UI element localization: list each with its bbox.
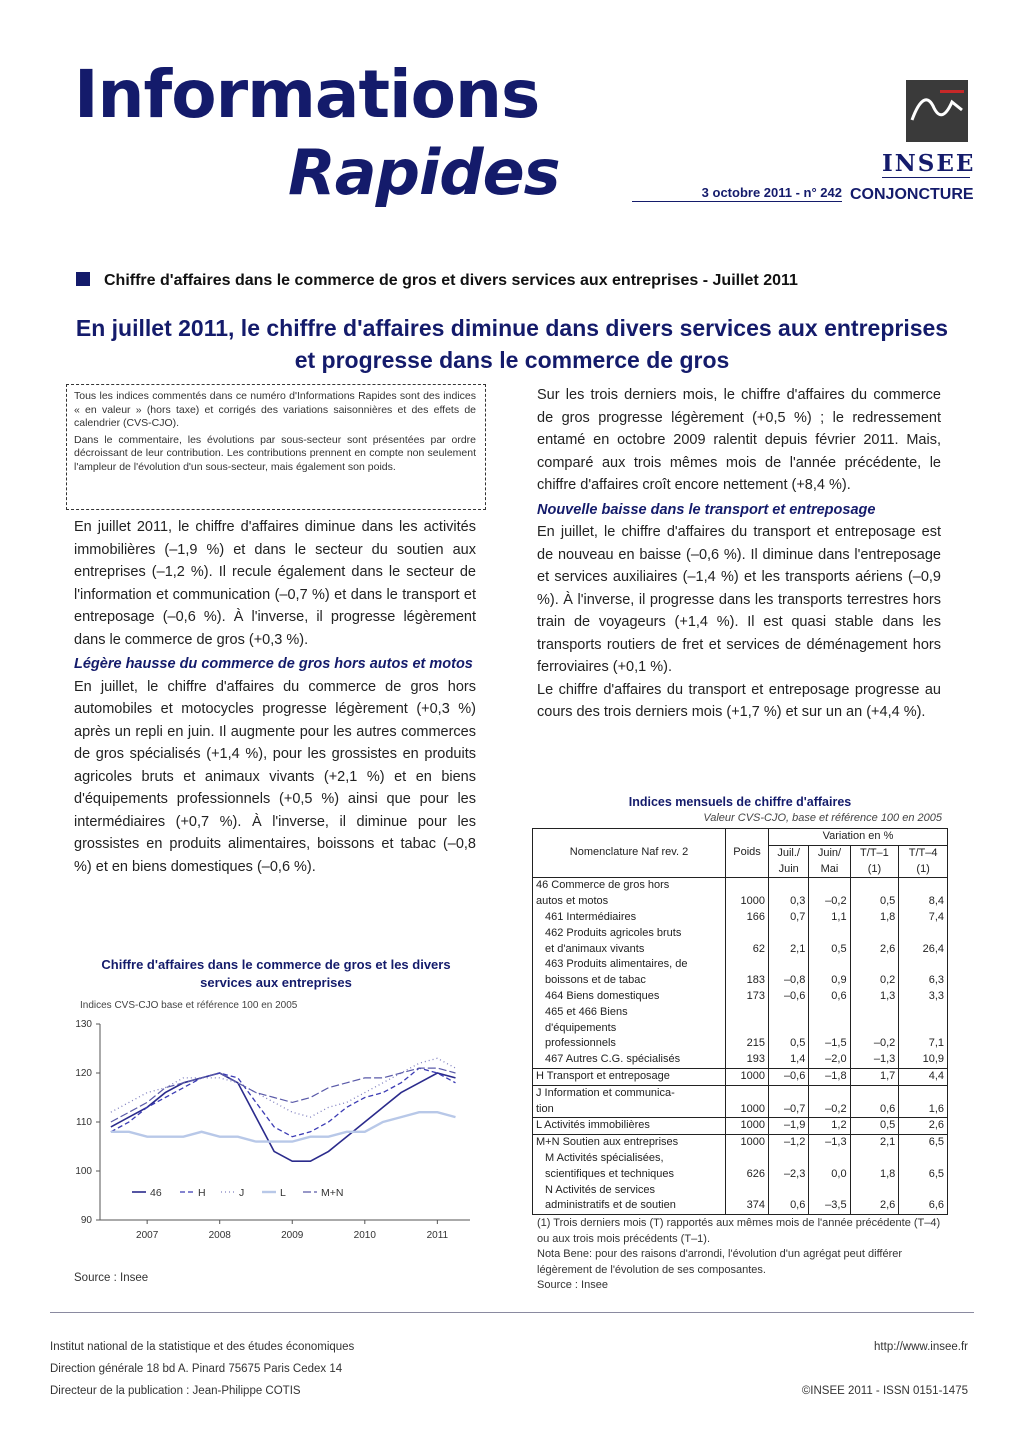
row-label-line: 462 Produits agricoles bruts — [545, 926, 682, 939]
header-text: Juin/ — [817, 846, 842, 859]
cell-juin-mai: –2,0 — [809, 1052, 850, 1068]
left-column — [74, 516, 476, 878]
methodology-paragraph: Tous les indices commentés dans ce numéro d'Informations Rapides sont des indices « en valeur » (hors taxe) et corrigés des variations saisonnières et des effets de calendrier (CVS-CJO). — [74, 390, 476, 429]
col-header-poids: Poids — [726, 829, 769, 878]
cell-poids: 173 — [726, 989, 769, 1005]
chart-source: Source : Insee — [74, 1272, 149, 1284]
cell-t-t1: 2,6 — [850, 1183, 899, 1215]
cell-t-t1: 2,1 — [850, 1135, 899, 1151]
row-label — [533, 957, 726, 989]
table-row — [533, 878, 948, 910]
header-text: Juil./ — [777, 846, 800, 859]
cell-juil-juin: –1,2 — [769, 1135, 809, 1151]
row-label — [533, 1183, 726, 1215]
footer-address: Direction générale 18 bd A. Pinard 75675 Paris Cedex 14 — [50, 1363, 343, 1375]
legend-label: 46 — [150, 1187, 162, 1199]
row-label-line: tion — [536, 1102, 554, 1115]
cell-poids: 1000 — [726, 878, 769, 910]
table-row — [533, 1183, 948, 1215]
cell-t-t1: 2,6 — [850, 926, 899, 958]
chart-note: Indices CVS-CJO base et référence 100 en 2005 — [80, 1000, 298, 1011]
row-label-line: 46 Commerce de gros hors — [536, 879, 670, 892]
cell-t-t1: –1,3 — [850, 1052, 899, 1068]
section-label: CONJONCTURE — [850, 186, 974, 203]
table-row — [533, 1151, 948, 1183]
row-label — [533, 1151, 726, 1183]
row-label — [533, 910, 726, 926]
row-label-line: professionnels — [545, 1037, 616, 1050]
cell-poids: 1000 — [726, 1118, 769, 1135]
publisher-divider — [882, 177, 970, 178]
row-label-line: scientifiques et techniques — [545, 1167, 675, 1180]
cell-juil-juin: 0,6 — [769, 1183, 809, 1215]
cell-juil-juin: –1,9 — [769, 1118, 809, 1135]
legend-label: J — [239, 1187, 245, 1199]
row-label-line: J Information et communica- — [536, 1086, 675, 1099]
row-label — [533, 1005, 726, 1052]
table-row — [533, 1005, 948, 1052]
row-label-line: 467 Autres C.G. spécialisés — [545, 1053, 681, 1066]
table-footnotes — [537, 1216, 947, 1294]
cell-juil-juin: 2,1 — [769, 926, 809, 958]
cell-poids: 1000 — [726, 1085, 769, 1118]
footer-url-link[interactable]: http://www.insee.fr — [874, 1341, 968, 1353]
row-label-line: M Activités spécialisées, — [545, 1151, 664, 1164]
cell-juin-mai: –1,5 — [809, 1005, 850, 1052]
line-chart — [70, 1014, 480, 1254]
table-row — [533, 910, 948, 926]
cell-t-t4: 3,3 — [899, 989, 948, 1005]
cell-t-t4: 7,1 — [899, 1005, 948, 1052]
left-paragraph-1: En juillet 2011, le chiffre d'affaires diminue dans les activités immobilières (–1,9 %) et dans le secteur du soutien aux entreprises (–1,2 %). Il recule également dans le secteur de l'information et communication (–0,7 %) et dans le transport et entreposage (–0,6 %). À l'inverse, il progresse légèrement dans le commerce de gros (+0,3 %). — [74, 519, 476, 648]
col-header-nomenclature: Nomenclature Naf rev. 2 — [533, 829, 726, 878]
table-row — [533, 926, 948, 958]
cell-t-t4: 6,3 — [899, 957, 948, 989]
cell-t-t1: 0,6 — [850, 1085, 899, 1118]
row-label — [533, 878, 726, 910]
right-paragraph-2: En juillet, le chiffre d'affaires du transport et entreposage est de nouveau en baisse (–0,6 %). Il diminue dans l'entreposage et services auxiliaires (–1,4 %) et les transports aériens (–0,9 %). À l'inverse, il progresse dans les transports terrestres hors train de voyageurs (+1,4 %). Il est quasi stable dans les transports routiers de fret et services de déménagement hors ferroviaires (+0,1 %). — [537, 524, 941, 675]
x-tick-label: 2007 — [136, 1230, 159, 1241]
table-row — [533, 1068, 948, 1085]
header-text: T/T–4 — [908, 846, 938, 859]
series-line-l — [111, 1112, 456, 1141]
cell-poids: 183 — [726, 957, 769, 989]
subject-bullet-icon — [76, 272, 90, 286]
row-label — [533, 989, 726, 1005]
right-column — [537, 384, 941, 724]
row-label-line: M+N Soutien aux entreprises — [536, 1136, 679, 1149]
header-text: Mai — [820, 862, 839, 875]
cell-poids: 1000 — [726, 1068, 769, 1085]
table-title: Indices mensuels de chiffre d'affaires — [628, 795, 852, 809]
right-paragraph-3: Le chiffre d'affaires du transport et entreposage progresse au cours des trois derniers mois (+1,7 %) et sur un an (+4,4 %). — [537, 681, 941, 720]
methodology-text — [74, 390, 476, 477]
cell-t-t1: –0,2 — [850, 1005, 899, 1052]
legend-label: H — [198, 1187, 206, 1199]
indices-table — [532, 828, 948, 1215]
row-label-line: N Activités de services — [545, 1183, 656, 1196]
row-label-line: et d'animaux vivants — [545, 942, 645, 955]
left-subheading: Légère hausse du commerce de gros hors autos et motos — [74, 656, 473, 672]
legend-label: M+N — [321, 1187, 344, 1199]
cell-poids: 62 — [726, 926, 769, 958]
col-header-t-t1 — [850, 845, 899, 878]
cell-t-t4: 6,6 — [899, 1183, 948, 1215]
row-label-line: 465 et 466 Biens — [545, 1005, 628, 1018]
cell-juil-juin: 0,5 — [769, 1005, 809, 1052]
cell-t-t1: 1,8 — [850, 910, 899, 926]
table-row — [533, 1085, 948, 1118]
series-line-h — [111, 1068, 456, 1137]
row-label — [533, 1118, 726, 1135]
table-row — [533, 1118, 948, 1135]
cell-juil-juin: 0,7 — [769, 910, 809, 926]
left-paragraph-2: En juillet, le chiffre d'affaires du commerce de gros hors automobiles et motocycles progresse légèrement (+0,3 %) après un repli en juin. Il augmente pour les autres commerces de gros spécialisés (+1,4 %), pour les grossistes en produits agricoles bruts et animaux vivants (+2,1 %) et en biens d'équipements professionnels (+0,5 %) ainsi que pour les intermédiaires (+0,7 %). À l'inverse, il diminue pour les grossistes en produits alimentaires, boissons et tabac (–0,8 %) et en biens domestiques (–0,6 %). — [74, 678, 476, 875]
cell-juil-juin: –0,7 — [769, 1085, 809, 1118]
masthead-subtitle: Rapides — [288, 136, 560, 209]
cell-t-t1: 0,5 — [850, 878, 899, 910]
right-subheading: Nouvelle baisse dans le transport et entreposage — [537, 501, 876, 518]
y-tick-label: 130 — [75, 1019, 92, 1030]
cell-t-t4: 10,9 — [899, 1052, 948, 1068]
issue-dateline: 3 octobre 2011 - n° 242 — [632, 185, 842, 202]
cell-t-t1: 1,7 — [850, 1068, 899, 1085]
cell-juil-juin: 1,4 — [769, 1052, 809, 1068]
cell-poids: 166 — [726, 910, 769, 926]
y-tick-label: 110 — [76, 1117, 92, 1128]
series-line-j — [111, 1058, 456, 1117]
header-text: T/T–1 — [860, 846, 889, 859]
table-row — [533, 957, 948, 989]
cell-juil-juin: –0,6 — [769, 989, 809, 1005]
cell-juin-mai: 1,1 — [809, 910, 850, 926]
cell-juin-mai: 0,6 — [809, 989, 850, 1005]
masthead-title: Informations — [74, 56, 540, 133]
cell-t-t4: 26,4 — [899, 926, 948, 958]
row-label-line: L Activités immobilières — [536, 1119, 650, 1132]
right-paragraph-1: Sur les trois derniers mois, le chiffre d'affaires du commerce de gros progresse légèrement (+0,5 %) ; le redressement entamé en octobre 2009 ralentit depuis février 2011. Mais, comparé aux trois mêmes mois de l'année précédente, le chiffre d'affaires croît encore nettement (+8,4 %). — [537, 387, 941, 493]
cell-t-t1: 0,2 — [850, 957, 899, 989]
table-row — [533, 989, 948, 1005]
row-label — [533, 926, 726, 958]
col-header-variation: Variation en % — [769, 829, 948, 846]
footer-divider — [50, 1312, 974, 1313]
x-tick-label: 2008 — [208, 1230, 231, 1241]
cell-juin-mai: 1,2 — [809, 1118, 850, 1135]
y-tick-label: 100 — [75, 1166, 92, 1177]
row-label — [533, 1135, 726, 1151]
table-subtitle: Valeur CVS-CJO, base et référence 100 en 2005 — [703, 812, 942, 824]
footnote: Nota Bene: pour des raisons d'arrondi, l'évolution d'un agrégat peut différer légèrement de l'évolution de ses composantes. — [537, 1248, 903, 1276]
cell-t-t4: 6,5 — [899, 1135, 948, 1151]
row-label-line: boissons et de tabac — [545, 974, 646, 987]
row-label — [533, 1052, 726, 1068]
row-label-line: H Transport et entreposage — [536, 1069, 670, 1082]
footnote: (1) Trois derniers mois (T) rapportés aux mêmes mois de l'année précédente (T–4) ou aux trois mois précédents (T–1). — [537, 1217, 941, 1245]
cell-juin-mai: 0,9 — [809, 957, 850, 989]
cell-juil-juin: 0,3 — [769, 878, 809, 910]
col-header-juin-mai — [809, 845, 850, 878]
header-text: (1) — [867, 862, 882, 875]
y-tick-label: 90 — [80, 1215, 92, 1226]
header-text: (1) — [916, 862, 930, 875]
table-source: Source : Insee — [537, 1279, 608, 1291]
table-body — [533, 878, 948, 1215]
cell-poids: 215 — [726, 1005, 769, 1052]
cell-t-t4: 8,4 — [899, 878, 948, 910]
cell-t-t4: 7,4 — [899, 910, 948, 926]
footer-left — [50, 1336, 354, 1402]
footer-copyright: ©INSEE 2011 - ISSN 0151-1475 — [801, 1385, 968, 1397]
row-label-line: autos et motos — [536, 895, 609, 908]
row-label — [533, 1085, 726, 1118]
cell-juil-juin: –0,8 — [769, 957, 809, 989]
y-tick-label: 120 — [75, 1068, 92, 1079]
cell-t-t1: 1,8 — [850, 1151, 899, 1183]
row-label-line: 463 Produits alimentaires, de — [545, 958, 688, 971]
cell-juin-mai: 0,5 — [809, 926, 850, 958]
cell-juil-juin: –2,3 — [769, 1151, 809, 1183]
row-label-line: administratifs et de soutien — [545, 1199, 676, 1212]
cell-juin-mai: –0,2 — [809, 1085, 850, 1118]
table-row — [533, 1052, 948, 1068]
cell-t-t4: 2,6 — [899, 1118, 948, 1135]
cell-juin-mai: –1,3 — [809, 1135, 850, 1151]
cell-t-t4: 1,6 — [899, 1085, 948, 1118]
publisher-name: INSEE — [882, 150, 976, 177]
cell-poids: 374 — [726, 1183, 769, 1215]
cell-juin-mai: –3,5 — [809, 1183, 850, 1215]
methodology-paragraph: Dans le commentaire, les évolutions par sous-secteur sont présentées par ordre décroissant de leur contribution. Les contributions prennent en compte non seulement l'ampleur de l'évolution d'un sous-secteur, mais également son poids. — [74, 433, 476, 473]
x-tick-label: 2011 — [426, 1230, 449, 1241]
cell-t-t1: 0,5 — [850, 1118, 899, 1135]
header-text: Juin — [778, 862, 799, 875]
x-tick-label: 2009 — [281, 1230, 304, 1241]
cell-poids: 1000 — [726, 1135, 769, 1151]
cell-t-t1: 1,3 — [850, 989, 899, 1005]
cell-juin-mai: –1,8 — [809, 1068, 850, 1085]
cell-t-t4: 6,5 — [899, 1151, 948, 1183]
row-label-line: d'équipements — [545, 1021, 617, 1034]
cell-juin-mai: 0,0 — [809, 1151, 850, 1183]
chart-title: Chiffre d'affaires dans le commerce de gros et les divers services aux entreprises — [101, 957, 451, 990]
legend-label: L — [280, 1187, 286, 1199]
cell-juin-mai: –0,2 — [809, 878, 850, 910]
footer-director: Directeur de la publication : Jean-Philippe COTIS — [50, 1385, 301, 1397]
insee-logo-icon — [906, 80, 968, 142]
table-row — [533, 1135, 948, 1151]
subject-line: Chiffre d'affaires dans le commerce de gros et divers services aux entreprises - Juillet 2011 — [104, 272, 798, 289]
cell-poids: 193 — [726, 1052, 769, 1068]
cell-t-t4: 4,4 — [899, 1068, 948, 1085]
col-header-t-t4 — [899, 845, 948, 878]
col-header-juil-juin — [769, 845, 809, 878]
row-label-line: 464 Biens domestiques — [545, 989, 660, 1002]
cell-juil-juin: –0,6 — [769, 1068, 809, 1085]
row-label — [533, 1068, 726, 1085]
footer-institute: Institut national de la statistique et des études économiques — [50, 1341, 355, 1353]
headline: En juillet 2011, le chiffre d'affaires diminue dans divers services aux entreprises et progresse dans le commerce de gros — [75, 315, 949, 373]
footer-right — [802, 1336, 968, 1402]
x-tick-label: 2010 — [353, 1230, 376, 1241]
cell-poids: 626 — [726, 1151, 769, 1183]
row-label-line: 461 Intermédiaires — [545, 910, 637, 923]
